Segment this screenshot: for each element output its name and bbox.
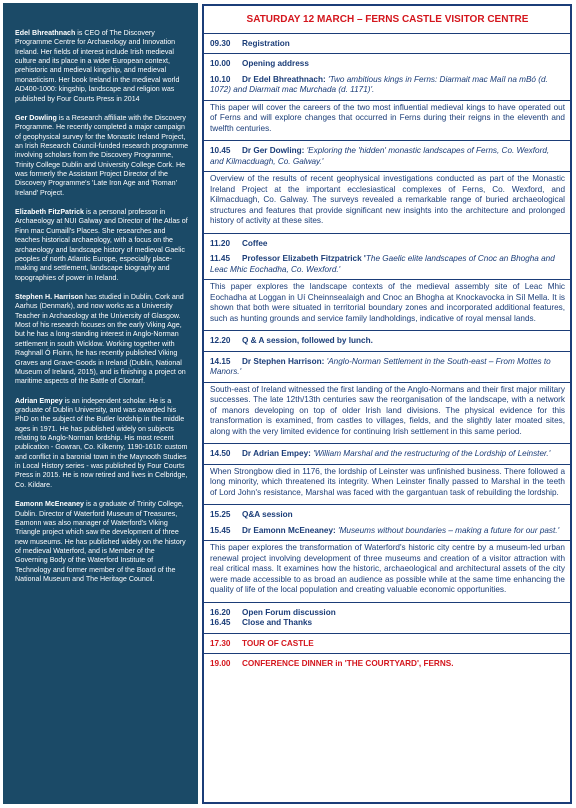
divider <box>204 279 570 280</box>
session-time: 11.20 <box>210 238 231 248</box>
bio-name: Ger Dowling <box>15 113 57 122</box>
session-1620 <box>210 608 565 619</box>
divider <box>204 33 570 34</box>
session-title: 'William Marshal and the restructuring of the Lordship of Leinster.' <box>313 449 551 459</box>
session-title: 'Anglo-Norman Settlement in the South-east – From Mottes to Manors.' <box>210 356 551 377</box>
session-speaker: Dr Edel Bhreathnach: <box>242 74 326 84</box>
program-header: SATURDAY 12 MARCH – FERNS CASTLE VISITOR CENTRE <box>246 14 529 25</box>
bio-elizabeth <box>15 208 189 283</box>
divider <box>204 504 570 505</box>
bio-text: is a personal professor in Archaeology at NUI Galway and Director of the Atlas of Finn mac Cumaill's Places. She researches and teaches historical archaeology, with a focus on the archaeology and landscape history of medieval Gaelic peoples of north Atlantic Europe, especially place-making and settlement, landscape biography and topographies of power in Ireland. <box>15 208 188 282</box>
session-0930 <box>210 39 565 50</box>
speaker-bios-sidebar <box>3 3 198 804</box>
divider <box>204 100 570 101</box>
session-1045 <box>210 146 565 167</box>
session-label: Q&A session <box>242 510 293 520</box>
session-label: Open Forum discussion <box>242 607 336 617</box>
divider <box>204 443 570 444</box>
session-time: 17.30 <box>210 638 231 648</box>
session-label: Close and Thanks <box>242 618 313 628</box>
session-time: 10.45 <box>210 146 231 156</box>
session-description: When Strongbow died in 1176, the lordship of Leinster was unfinished business. There followed a long minority, which threatened its integrity. When Leinster finally passed to Marshal in the teeth of Lord John's resistance, Marshal was faced with the gargantuan task of rebuilding the lordship. <box>210 466 565 497</box>
session-1000 <box>210 59 565 70</box>
session-1730 <box>210 639 565 650</box>
program-panel <box>202 4 572 804</box>
session-speaker: Professor Elizabeth Fitzpatrick ' <box>242 254 366 264</box>
bio-text: has studied in Dublin, Cork and Aarhus (Denmark), and now works as a University Teacher in Archaeology at the University of Glasgow. Most of his research focuses on the early Viking Age, but he has a long-standing interest in Anglo-Norman settlement in south Wicklow. Working together with Raghnall Ó Floinn, he has recently published Viking Graves and Grave-Goods in Ireland (Dublin, National Museum of Ireland, 2015), and is finishing a project on maritime aspects of the Battle of Clontarf. <box>15 292 186 386</box>
session-description: This paper explores the landscape contexts of the medieval assembly site of Leac Mhic Eochadha at Loggan in Uí Cheinnsealaigh and Cnoc an Bhogha at Knockavocka in Síl Mella. It is shown that both were situated in territorial boundary zones and incorporated additional features, such as hunting grounds and service family landholdings, indicative of royal mensal lands. <box>210 282 565 323</box>
divider <box>204 233 570 234</box>
session-time: 14.15 <box>210 356 231 366</box>
session-time: 19.00 <box>210 659 231 669</box>
bio-name: Stephen H. Harrison <box>15 292 84 301</box>
bio-text: is a Research affiliate with the Discovery Programme. He recently completed a major campaign of geophysical survey for the Monastic Ireland Project, an Irish Research Council-funded research programme involving scholars from the Discovery Programme, Trinity College Dublin and University College Cork. He was formerly the Assistant Project Director of the Discovery Programme's 'Late Iron Age and 'Roman' Ireland' Project. <box>15 113 189 197</box>
session-time: 09.30 <box>210 38 231 48</box>
session-description: Overview of the results of recent geophysical investigations conducted as part of the Monastic Ireland Project at the important ecclesiastical complexes of Ferns, Co. Wexford, and Kilmacduagh, Co. Galway. The surveys revealed a remarkable range of buried archaeological structures and features that provide significant new insights into the architecture and prolonged history of activity at these sites. <box>210 174 565 226</box>
session-time: 12.20 <box>210 336 231 346</box>
session-1220 <box>210 336 565 347</box>
session-time: 16.45 <box>210 618 231 628</box>
session-description: This paper explores the transformation of Waterford's historic city centre by a museum-led urban renewal project involving development of three museums and creation of a visitor attraction with real critical mass. It examines how the historic, archaeological and architectural assets of the city were made accessible to as broad an audience as possible while at the same time enhancing the quality of life of the local population and creating valuable economic opportunities. <box>210 543 565 595</box>
session-label: TOUR OF CASTLE <box>242 638 314 648</box>
session-1010 <box>210 75 565 96</box>
bio-stephen <box>15 293 189 387</box>
session-description: This paper will cover the careers of the two most influential medieval kings to have operated out of Ferns and will explore changes that occurred in Ferns during their reigns in the eleventh and twelfth centuries. <box>210 102 565 133</box>
bio-name: Adrian Empey <box>15 396 63 405</box>
session-time: 15.25 <box>210 510 231 520</box>
session-time: 16.20 <box>210 607 231 617</box>
bio-name: Eamonn McEneaney <box>15 500 84 509</box>
session-label: Registration <box>242 38 290 48</box>
session-1900 <box>210 659 565 670</box>
session-1545 <box>210 526 565 537</box>
session-1645 <box>210 618 565 629</box>
session-title: 'Two ambitious kings in Ferns: Diarmait mac Maíl na mBó (d. 1072) and Diarmait mac Murchada (d. 1171)'. <box>210 74 548 95</box>
session-label: Coffee <box>242 238 268 248</box>
session-time: 15.45 <box>210 525 231 535</box>
bio-name: Edel Bhreathnach <box>15 29 76 37</box>
bio-text: is a graduate of Trinity College, Dublin. Director of Waterford Museum of Treasures, Eamonn was also manager of Waterford's Viking Triangle project which saw the development of three new museums. He has published widely on the history of medieval Waterford, and is Member of the Governing Body of the Waterford Institute of Technology and former member of the Board of the National Museum and The Heritage Council. <box>15 500 186 584</box>
session-label: Q & A session, followed by lunch. <box>242 336 373 346</box>
bio-ger <box>15 114 189 198</box>
session-label: Opening address <box>242 59 309 69</box>
session-speaker: Dr Ger Dowling: <box>242 146 305 156</box>
session-time: 14.50 <box>210 449 231 459</box>
session-description: South-east of Ireland witnessed the first landing of the Anglo-Normans and their first major military successes. The late 12th/13th centuries saw the reorganisation of the landscape, with a network of manors developing on top of older Irish land divisions. The physical evidence for this transformation is examined, from castles to villages, fields, and the slightly later moated sites, along with the very limited evidence for continuing Irish settlement in this same period. <box>210 384 565 436</box>
divider <box>204 464 570 465</box>
session-time: 11.45 <box>210 254 231 264</box>
session-speaker: Dr Stephen Harrison: <box>242 356 325 366</box>
session-1120 <box>210 239 565 250</box>
divider <box>204 653 570 654</box>
session-speaker: Dr Adrian Empey: <box>242 449 311 459</box>
divider <box>204 351 570 352</box>
bio-eamonn <box>15 500 189 584</box>
session-time: 10.00 <box>210 59 231 69</box>
bio-text: is CEO of The Discovery Programme Centre for Archaeology and Innovation Ireland. Her fields of interest include Irish medieval culture and its place in a wider European context, prehistoric and medieval kingship, and medieval monasticism. Her book Ireland in the medieval world AD400-1000: kingship, landscape and religion was published by Four Courts Press in 2014 <box>15 29 180 103</box>
divider <box>204 330 570 331</box>
session-title: 'Exploring the 'hidden' monastic landscapes of Ferns, Co. Wexford, and Kilmacduagh, Co. Galway.' <box>210 146 550 166</box>
bio-name: Elizabeth FitzPatrick <box>15 208 84 217</box>
bio-adrian <box>15 397 189 491</box>
divider <box>204 540 570 541</box>
session-title: 'Museums without boundaries – making a future for our past.' <box>338 525 560 535</box>
divider <box>204 382 570 383</box>
session-title: The Gaelic elite landscapes of Cnoc an Bhogha and Leac Mhic Eochadha, Co. Wexford.' <box>210 254 555 274</box>
session-1450 <box>210 449 565 460</box>
session-1145 <box>210 254 565 275</box>
divider <box>204 140 570 141</box>
divider <box>204 53 570 54</box>
session-1525 <box>210 510 565 521</box>
session-label: CONFERENCE DINNER in 'THE COURTYARD', FERNS. <box>242 659 454 669</box>
session-1415 <box>210 357 565 378</box>
session-time: 10.10 <box>210 74 231 84</box>
divider <box>204 171 570 172</box>
divider <box>204 633 570 634</box>
divider <box>204 602 570 603</box>
bio-text: is an independent scholar. He is a graduate of Dublin University, and was awarded his PhD on the subject of the Butler lordship in the middle ages in 1971. He has published widely on subjects relating to Anglo-Norman lordship. His most recent publication - Gowran, Co. Kilkenny, 1190-1610: custom and conflict in a baronial town in the Maynooth Studies in Local History series - was published by Four Courts Press in 2015. He is now retired and lives in Celbridge, Co. Kildare. <box>15 396 188 489</box>
session-speaker: Dr Eamonn McEneaney: <box>242 525 336 535</box>
bio-edel <box>15 29 189 104</box>
